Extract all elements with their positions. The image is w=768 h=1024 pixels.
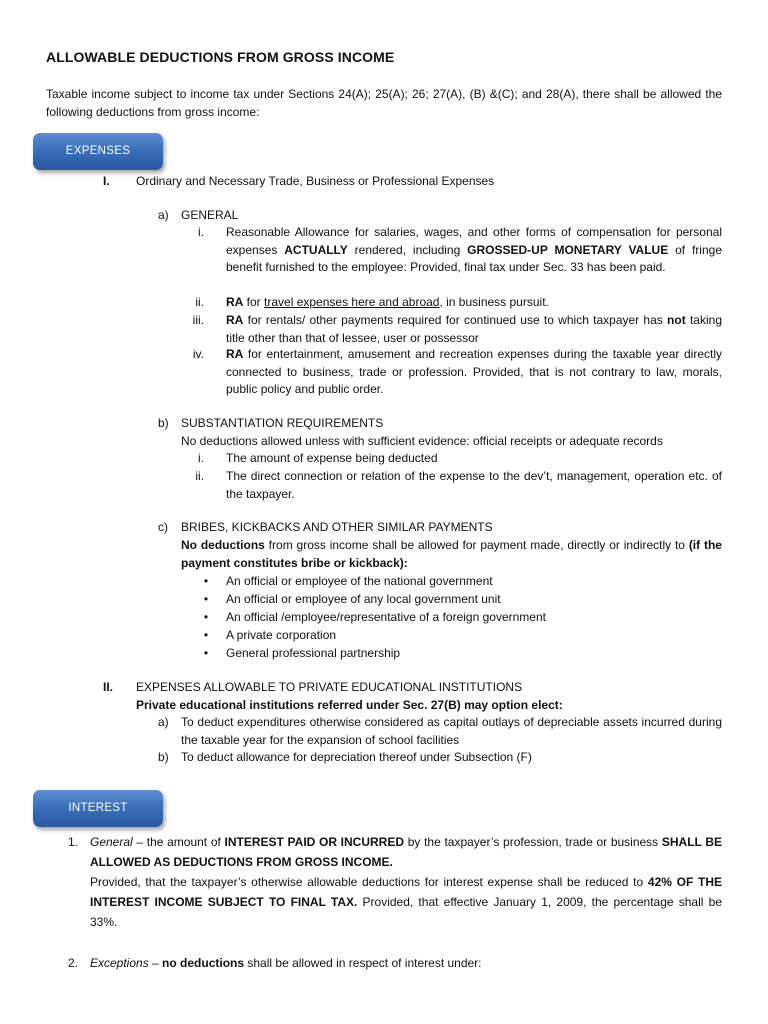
section-2-item-b-text: To deduct allowance for depreciation thereof under Subsection (F) bbox=[181, 750, 532, 764]
section-1-heading: Ordinary and Necessary Trade, Business or Professional Expenses bbox=[136, 174, 495, 188]
general-heading: GENERAL bbox=[181, 208, 239, 222]
substantiation-item-i-text: The amount of expense being deducted bbox=[226, 451, 438, 465]
general-item-ii-number: ii. bbox=[195, 295, 204, 309]
bribes-bullet-item: A private corporation bbox=[226, 628, 337, 642]
bribes-heading: BRIBES, KICKBACKS AND OTHER SIMILAR PAYMENTS bbox=[181, 520, 493, 534]
interest-item-1-text: General – the amount of INTEREST PAID OR INCURRED by the taxpayer’s profession, trade or business SHALL BE ALLOWED AS DEDUCTIONS FROM GROSS INCOME. Provided, that the taxpayer’s otherwise allowable deductions for interest expense shall be reduced to 42% OF THE INTEREST INCOME SUBJECT TO FINAL TAX. Provided, that effective January 1, 2009, the percentage shall be 33%. bbox=[90, 835, 723, 929]
general-item-iv-text: RA for entertainment, amusement and recreation expenses during the taxable year directly connected to business, trade or profession. Provided, that is not contrary to law, morals, public policy and public order. bbox=[226, 347, 722, 396]
bribes-intro: No deductions from gross income shall be allowed for payment made, directly or indirectly to (if the payment constitutes bribe or kickback): bbox=[181, 538, 722, 570]
bullet-icon: • bbox=[203, 574, 209, 588]
bullet-icon: • bbox=[203, 610, 209, 624]
general-label: a) bbox=[158, 208, 169, 222]
bribes-label: c) bbox=[158, 520, 168, 534]
general-item-iv-number: iv. bbox=[192, 347, 204, 361]
bribes-bullet-item: An official or employee of the national government bbox=[226, 574, 493, 588]
bribes-bullet-item: An official /employee/representative of a foreign government bbox=[226, 610, 546, 624]
section-2-item-a-label: a) bbox=[158, 715, 169, 729]
section-2-item-a-text: To deduct expenditures otherwise considered as capital outlays of depreciable assets incurred during the taxable year for the expansion of school facilities bbox=[181, 715, 722, 747]
section-2-heading: EXPENSES ALLOWABLE TO PRIVATE EDUCATIONAL INSTITUTIONS bbox=[136, 680, 523, 694]
section-2-item-b-label: b) bbox=[158, 750, 169, 764]
section-2-number: II. bbox=[103, 680, 114, 694]
interest-item-1-number: 1. bbox=[68, 835, 79, 849]
bribes-bullet-item: An official or employee of any local government unit bbox=[226, 592, 501, 606]
substantiation-label: b) bbox=[158, 416, 169, 430]
intro-paragraph: Taxable income subject to income tax under Sections 24(A); 25(A); 26; 27(A), (B) &(C); and 28(A), there shall be allowed the following deductions from gross income: bbox=[46, 87, 722, 119]
substantiation-item-ii-number: ii. bbox=[195, 469, 204, 483]
section-1-number: I. bbox=[103, 174, 110, 188]
section-2-intro: Private educational institutions referred under Sec. 27(B) may option elect: bbox=[136, 698, 563, 712]
general-item-iii-text: RA for rentals/ other payments required for continued use to which taxpayer has not taking title other than that of lessee, user or possessor bbox=[226, 313, 722, 345]
bullet-icon: • bbox=[203, 628, 209, 642]
substantiation-item-i-number: i. bbox=[198, 451, 204, 465]
bullet-icon: • bbox=[203, 592, 209, 606]
substantiation-item-ii-text: The direct connection or relation of the expense to the dev’t, management, operation etc. of the taxpayer. bbox=[226, 469, 722, 501]
interest-button[interactable]: INTEREST bbox=[33, 790, 163, 827]
substantiation-heading: SUBSTANTIATION REQUIREMENTS bbox=[181, 416, 384, 430]
interest-item-2-text: Exceptions – no deductions shall be allowed in respect of interest under: bbox=[90, 956, 482, 970]
bribes-bullet-item: General professional partnership bbox=[226, 646, 401, 660]
general-item-i-number: i. bbox=[198, 225, 204, 239]
substantiation-intro: No deductions allowed unless with sufficient evidence: official receipts or adequate records bbox=[181, 434, 663, 448]
bullet-icon: • bbox=[203, 646, 209, 660]
general-item-iii-number: iii. bbox=[192, 313, 204, 327]
page-title: ALLOWABLE DEDUCTIONS FROM GROSS INCOME bbox=[46, 49, 395, 65]
expenses-button[interactable]: EXPENSES bbox=[33, 133, 163, 170]
general-item-i-text: Reasonable Allowance for salaries, wages, and other forms of compensation for personal expenses ACTUALLY rendered, including GROSSED-UP MONETARY VALUE of fringe benefit furnished to the employee: Provided, final tax under Sec. 33 has been paid. bbox=[226, 225, 722, 274]
general-item-ii-text: RA for travel expenses here and abroad, in business pursuit. bbox=[226, 295, 549, 309]
interest-item-2-number: 2. bbox=[68, 956, 79, 970]
